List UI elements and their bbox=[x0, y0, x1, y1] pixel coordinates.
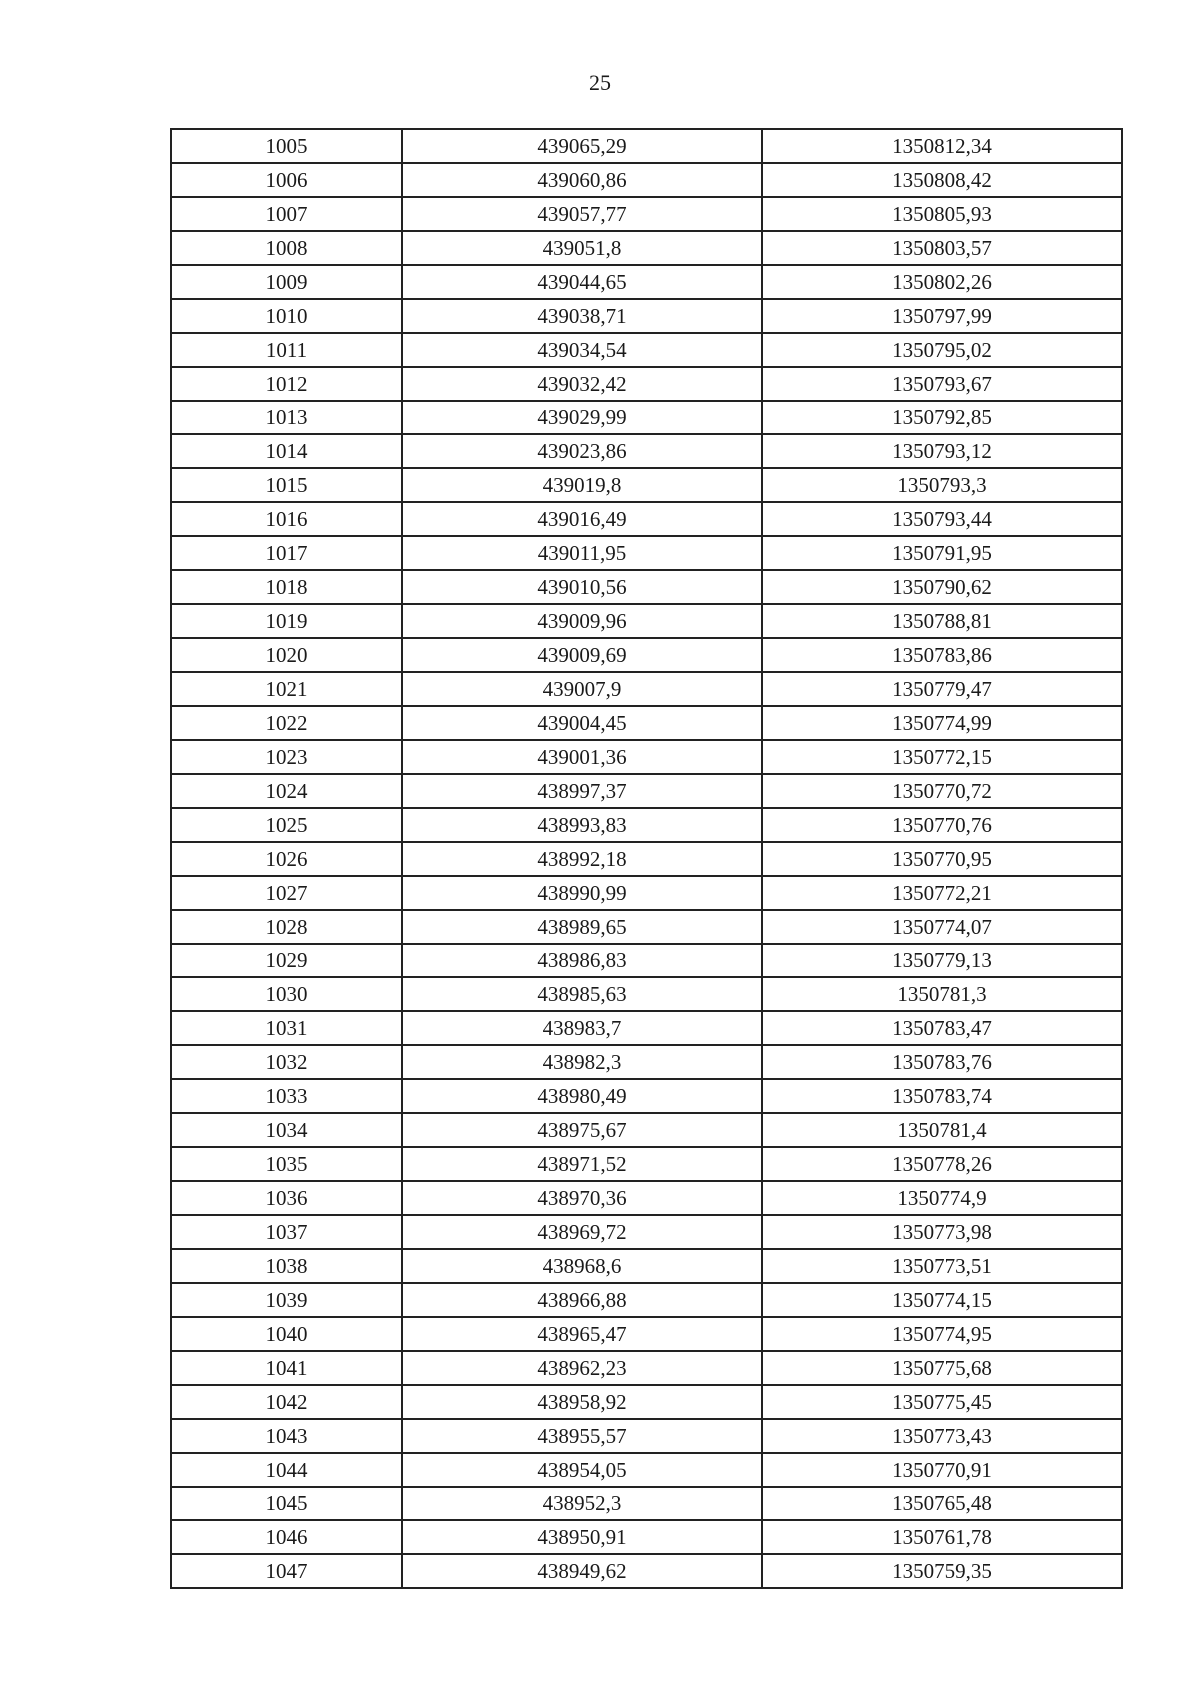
y-coordinate-cell: 1350772,21 bbox=[762, 876, 1122, 910]
table-row bbox=[171, 401, 1122, 435]
y-coordinate-cell: 1350779,47 bbox=[762, 672, 1122, 706]
y-coordinate-cell: 1350770,76 bbox=[762, 808, 1122, 842]
x-coordinate-cell: 439044,65 bbox=[402, 265, 762, 299]
x-coordinate-cell: 438952,3 bbox=[402, 1487, 762, 1521]
point-number-cell: 1038 bbox=[171, 1249, 402, 1283]
table-row bbox=[171, 1011, 1122, 1045]
point-number-cell: 1042 bbox=[171, 1385, 402, 1419]
x-coordinate-cell: 439009,96 bbox=[402, 604, 762, 638]
x-coordinate-cell: 438971,52 bbox=[402, 1147, 762, 1181]
table-row bbox=[171, 163, 1122, 197]
y-coordinate-cell: 1350781,4 bbox=[762, 1113, 1122, 1147]
y-coordinate-cell: 1350797,99 bbox=[762, 299, 1122, 333]
table-row bbox=[171, 842, 1122, 876]
point-number-cell: 1030 bbox=[171, 977, 402, 1011]
x-coordinate-cell: 439032,42 bbox=[402, 367, 762, 401]
point-number-cell: 1011 bbox=[171, 333, 402, 367]
y-coordinate-cell: 1350759,35 bbox=[762, 1554, 1122, 1588]
point-number-cell: 1021 bbox=[171, 672, 402, 706]
x-coordinate-cell: 438970,36 bbox=[402, 1181, 762, 1215]
y-coordinate-cell: 1350772,15 bbox=[762, 740, 1122, 774]
x-coordinate-cell: 438955,57 bbox=[402, 1419, 762, 1453]
point-number-cell: 1047 bbox=[171, 1554, 402, 1588]
table-row bbox=[171, 1453, 1122, 1487]
x-coordinate-cell: 439016,49 bbox=[402, 502, 762, 536]
point-number-cell: 1034 bbox=[171, 1113, 402, 1147]
point-number-cell: 1014 bbox=[171, 434, 402, 468]
table-row bbox=[171, 1487, 1122, 1521]
y-coordinate-cell: 1350774,99 bbox=[762, 706, 1122, 740]
point-number-cell: 1035 bbox=[171, 1147, 402, 1181]
y-coordinate-cell: 1350781,3 bbox=[762, 977, 1122, 1011]
table-row bbox=[171, 1351, 1122, 1385]
y-coordinate-cell: 1350761,78 bbox=[762, 1520, 1122, 1554]
y-coordinate-cell: 1350773,51 bbox=[762, 1249, 1122, 1283]
y-coordinate-cell: 1350773,98 bbox=[762, 1215, 1122, 1249]
x-coordinate-cell: 438983,7 bbox=[402, 1011, 762, 1045]
x-coordinate-cell: 439010,56 bbox=[402, 570, 762, 604]
x-coordinate-cell: 438985,63 bbox=[402, 977, 762, 1011]
x-coordinate-cell: 438992,18 bbox=[402, 842, 762, 876]
table-row bbox=[171, 1317, 1122, 1351]
y-coordinate-cell: 1350783,47 bbox=[762, 1011, 1122, 1045]
x-coordinate-cell: 438989,65 bbox=[402, 910, 762, 944]
y-coordinate-cell: 1350778,26 bbox=[762, 1147, 1122, 1181]
y-coordinate-cell: 1350774,15 bbox=[762, 1283, 1122, 1317]
y-coordinate-cell: 1350790,62 bbox=[762, 570, 1122, 604]
point-number-cell: 1041 bbox=[171, 1351, 402, 1385]
table-row bbox=[171, 1147, 1122, 1181]
y-coordinate-cell: 1350793,12 bbox=[762, 434, 1122, 468]
point-number-cell: 1044 bbox=[171, 1453, 402, 1487]
point-number-cell: 1010 bbox=[171, 299, 402, 333]
x-coordinate-cell: 439004,45 bbox=[402, 706, 762, 740]
table-row bbox=[171, 1249, 1122, 1283]
y-coordinate-cell: 1350775,68 bbox=[762, 1351, 1122, 1385]
x-coordinate-cell: 439034,54 bbox=[402, 333, 762, 367]
x-coordinate-cell: 439057,77 bbox=[402, 197, 762, 231]
y-coordinate-cell: 1350812,34 bbox=[762, 129, 1122, 163]
point-number-cell: 1013 bbox=[171, 401, 402, 435]
x-coordinate-cell: 438962,23 bbox=[402, 1351, 762, 1385]
y-coordinate-cell: 1350779,13 bbox=[762, 944, 1122, 978]
point-number-cell: 1017 bbox=[171, 536, 402, 570]
table-row bbox=[171, 1283, 1122, 1317]
y-coordinate-cell: 1350795,02 bbox=[762, 333, 1122, 367]
y-coordinate-cell: 1350803,57 bbox=[762, 231, 1122, 265]
y-coordinate-cell: 1350793,44 bbox=[762, 502, 1122, 536]
x-coordinate-cell: 438958,92 bbox=[402, 1385, 762, 1419]
x-coordinate-cell: 438965,47 bbox=[402, 1317, 762, 1351]
table-row bbox=[171, 129, 1122, 163]
x-coordinate-cell: 439023,86 bbox=[402, 434, 762, 468]
x-coordinate-cell: 439019,8 bbox=[402, 468, 762, 502]
x-coordinate-cell: 439051,8 bbox=[402, 231, 762, 265]
point-number-cell: 1009 bbox=[171, 265, 402, 299]
y-coordinate-cell: 1350770,95 bbox=[762, 842, 1122, 876]
point-number-cell: 1020 bbox=[171, 638, 402, 672]
y-coordinate-cell: 1350774,9 bbox=[762, 1181, 1122, 1215]
x-coordinate-cell: 438982,3 bbox=[402, 1045, 762, 1079]
page-number: 25 bbox=[589, 70, 611, 95]
point-number-cell: 1037 bbox=[171, 1215, 402, 1249]
table-row bbox=[171, 944, 1122, 978]
table-row bbox=[171, 299, 1122, 333]
table-row bbox=[171, 1045, 1122, 1079]
y-coordinate-cell: 1350793,3 bbox=[762, 468, 1122, 502]
point-number-cell: 1040 bbox=[171, 1317, 402, 1351]
point-number-cell: 1006 bbox=[171, 163, 402, 197]
x-coordinate-cell: 438997,37 bbox=[402, 774, 762, 808]
table-row bbox=[171, 265, 1122, 299]
point-number-cell: 1028 bbox=[171, 910, 402, 944]
table-row bbox=[171, 536, 1122, 570]
x-coordinate-cell: 438986,83 bbox=[402, 944, 762, 978]
table-row bbox=[171, 197, 1122, 231]
coordinates-table-body bbox=[171, 129, 1122, 1588]
point-number-cell: 1019 bbox=[171, 604, 402, 638]
point-number-cell: 1016 bbox=[171, 502, 402, 536]
table-row bbox=[171, 570, 1122, 604]
point-number-cell: 1012 bbox=[171, 367, 402, 401]
table-row bbox=[171, 367, 1122, 401]
point-number-cell: 1005 bbox=[171, 129, 402, 163]
y-coordinate-cell: 1350783,76 bbox=[762, 1045, 1122, 1079]
table-row bbox=[171, 1079, 1122, 1113]
y-coordinate-cell: 1350805,93 bbox=[762, 197, 1122, 231]
y-coordinate-cell: 1350793,67 bbox=[762, 367, 1122, 401]
y-coordinate-cell: 1350773,43 bbox=[762, 1419, 1122, 1453]
table-row bbox=[171, 977, 1122, 1011]
table-row bbox=[171, 1554, 1122, 1588]
point-number-cell: 1022 bbox=[171, 706, 402, 740]
y-coordinate-cell: 1350802,26 bbox=[762, 265, 1122, 299]
x-coordinate-cell: 439001,36 bbox=[402, 740, 762, 774]
y-coordinate-cell: 1350808,42 bbox=[762, 163, 1122, 197]
point-number-cell: 1032 bbox=[171, 1045, 402, 1079]
x-coordinate-cell: 439065,29 bbox=[402, 129, 762, 163]
table-row bbox=[171, 1520, 1122, 1554]
y-coordinate-cell: 1350792,85 bbox=[762, 401, 1122, 435]
x-coordinate-cell: 438993,83 bbox=[402, 808, 762, 842]
x-coordinate-cell: 438975,67 bbox=[402, 1113, 762, 1147]
table-row bbox=[171, 333, 1122, 367]
point-number-cell: 1026 bbox=[171, 842, 402, 876]
point-number-cell: 1008 bbox=[171, 231, 402, 265]
y-coordinate-cell: 1350774,07 bbox=[762, 910, 1122, 944]
x-coordinate-cell: 438966,88 bbox=[402, 1283, 762, 1317]
x-coordinate-cell: 438980,49 bbox=[402, 1079, 762, 1113]
point-number-cell: 1039 bbox=[171, 1283, 402, 1317]
y-coordinate-cell: 1350783,74 bbox=[762, 1079, 1122, 1113]
y-coordinate-cell: 1350774,95 bbox=[762, 1317, 1122, 1351]
y-coordinate-cell: 1350788,81 bbox=[762, 604, 1122, 638]
point-number-cell: 1043 bbox=[171, 1419, 402, 1453]
table-row bbox=[171, 231, 1122, 265]
point-number-cell: 1025 bbox=[171, 808, 402, 842]
table-row bbox=[171, 808, 1122, 842]
point-number-cell: 1036 bbox=[171, 1181, 402, 1215]
table-row bbox=[171, 774, 1122, 808]
x-coordinate-cell: 438950,91 bbox=[402, 1520, 762, 1554]
y-coordinate-cell: 1350783,86 bbox=[762, 638, 1122, 672]
point-number-cell: 1007 bbox=[171, 197, 402, 231]
table-row bbox=[171, 502, 1122, 536]
x-coordinate-cell: 438969,72 bbox=[402, 1215, 762, 1249]
table-row bbox=[171, 1113, 1122, 1147]
coordinates-table bbox=[170, 128, 1123, 1589]
x-coordinate-cell: 439029,99 bbox=[402, 401, 762, 435]
table-row bbox=[171, 1385, 1122, 1419]
table-row bbox=[171, 706, 1122, 740]
y-coordinate-cell: 1350770,72 bbox=[762, 774, 1122, 808]
table-row bbox=[171, 434, 1122, 468]
point-number-cell: 1045 bbox=[171, 1487, 402, 1521]
x-coordinate-cell: 438954,05 bbox=[402, 1453, 762, 1487]
point-number-cell: 1046 bbox=[171, 1520, 402, 1554]
point-number-cell: 1031 bbox=[171, 1011, 402, 1045]
point-number-cell: 1015 bbox=[171, 468, 402, 502]
table-row bbox=[171, 468, 1122, 502]
table-row bbox=[171, 604, 1122, 638]
y-coordinate-cell: 1350791,95 bbox=[762, 536, 1122, 570]
x-coordinate-cell: 439038,71 bbox=[402, 299, 762, 333]
point-number-cell: 1024 bbox=[171, 774, 402, 808]
x-coordinate-cell: 438949,62 bbox=[402, 1554, 762, 1588]
table-row bbox=[171, 1215, 1122, 1249]
x-coordinate-cell: 439011,95 bbox=[402, 536, 762, 570]
table-row bbox=[171, 876, 1122, 910]
point-number-cell: 1027 bbox=[171, 876, 402, 910]
x-coordinate-cell: 439060,86 bbox=[402, 163, 762, 197]
y-coordinate-cell: 1350770,91 bbox=[762, 1453, 1122, 1487]
table-row bbox=[171, 638, 1122, 672]
point-number-cell: 1029 bbox=[171, 944, 402, 978]
point-number-cell: 1018 bbox=[171, 570, 402, 604]
x-coordinate-cell: 439009,69 bbox=[402, 638, 762, 672]
y-coordinate-cell: 1350775,45 bbox=[762, 1385, 1122, 1419]
x-coordinate-cell: 439007,9 bbox=[402, 672, 762, 706]
point-number-cell: 1023 bbox=[171, 740, 402, 774]
x-coordinate-cell: 438968,6 bbox=[402, 1249, 762, 1283]
table-row bbox=[171, 672, 1122, 706]
point-number-cell: 1033 bbox=[171, 1079, 402, 1113]
table-row bbox=[171, 910, 1122, 944]
table-row bbox=[171, 740, 1122, 774]
table-row bbox=[171, 1181, 1122, 1215]
table-row bbox=[171, 1419, 1122, 1453]
y-coordinate-cell: 1350765,48 bbox=[762, 1487, 1122, 1521]
x-coordinate-cell: 438990,99 bbox=[402, 876, 762, 910]
